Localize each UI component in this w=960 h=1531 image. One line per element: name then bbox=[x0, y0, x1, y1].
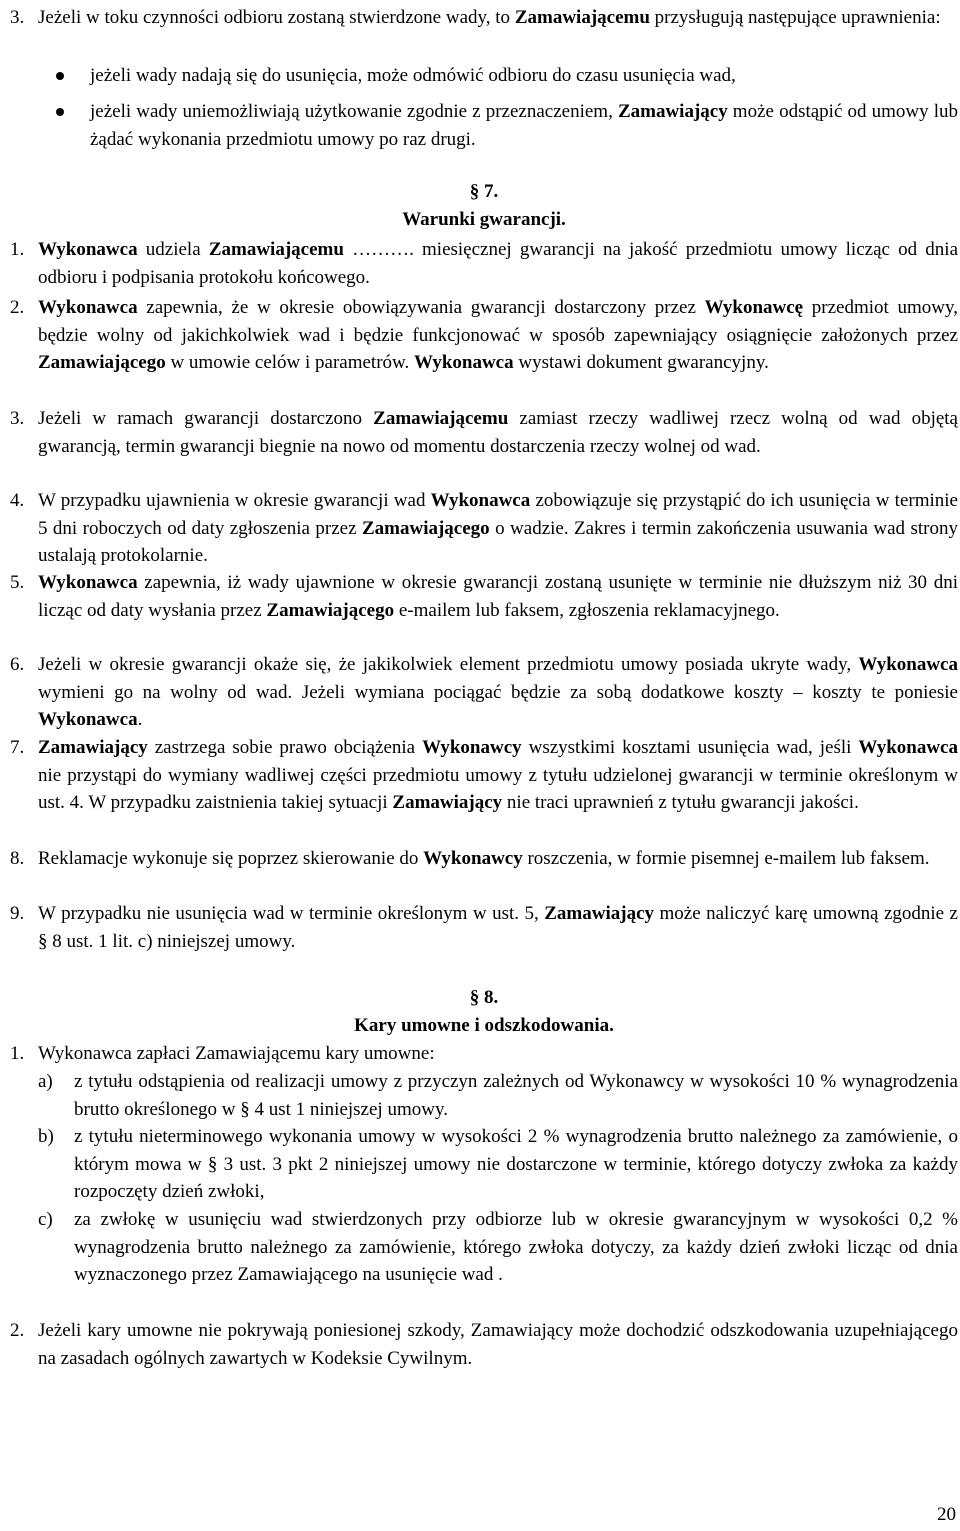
item-number: 2. bbox=[10, 297, 25, 318]
text-run: jeżeli wady nadają się do usunięcia, może odmówić odbioru do czasu usunięcia wad, bbox=[90, 65, 736, 86]
text-run: roszczenia, w formie pisemnej e-mailem lub faksem. bbox=[522, 848, 930, 869]
text-run: wystawi dokument gwarancyjny. bbox=[513, 352, 769, 374]
bold-term: Zamawiający bbox=[392, 792, 503, 814]
item-number: 3. bbox=[10, 408, 25, 429]
item-text bbox=[38, 734, 958, 817]
bold-term: Wykonawcę bbox=[704, 297, 804, 318]
text-run: wszystkimi kosztami usunięcia wad, jeśli bbox=[521, 737, 859, 758]
bold-term: Zamawiającemu bbox=[373, 408, 509, 429]
text-run: Jeżeli w ramach gwarancji dostarczono bbox=[38, 408, 374, 429]
bold-term: Wykonawca bbox=[38, 572, 138, 593]
text-run: nie przystąpi do wymiany wadliwej części przedmiotu umowy z tytułu udzielonej gwarancji w terminie określonym w ust. 4. W przypadku zaistnienia takiej sytuacji bbox=[38, 764, 958, 814]
bold-term: Zamawiającego bbox=[361, 517, 490, 539]
item-number: 6. bbox=[10, 654, 25, 675]
text-run: Jeżeli w okresie gwarancji okaże się, że jakikolwiek element przedmiotu umowy posiada ukryte wady, bbox=[38, 654, 859, 675]
text-run: zamiast rzeczy wadliwej rzecz wolną od wad objętą gwarancją, termin gwarancji biegnie na nowo od momentu dostarczenia rzeczy wolnej od wad. bbox=[38, 408, 958, 457]
bullet-dot-icon bbox=[56, 72, 64, 80]
subitem-letter: b) bbox=[38, 1126, 54, 1147]
bold-term: Zamawiającego bbox=[38, 352, 166, 374]
bold-term: Zamawiający bbox=[38, 737, 148, 758]
item-number: 8. bbox=[10, 848, 25, 869]
bold-term: Wykonawca bbox=[858, 737, 958, 758]
text-run: przedmiot umowy, będzie wolny od jakichkolwiek wad i będzie funkcjonować w sposób zapewniający osiągnięcie założonych przez bbox=[38, 297, 959, 346]
text-run: ………. miesięcznej gwarancji na jakość przedmiotu umowy licząc od dnia odbioru i podpisania protokołu końcowego. bbox=[38, 239, 958, 288]
text-run: Jeżeli w toku czynności odbioru zostaną stwierdzone wady, to bbox=[38, 7, 515, 28]
text-run: może odstąpić od umowy lub żądać wykonania przedmiotu umowy po raz drugi. bbox=[90, 101, 958, 150]
section-8-number: § 8. bbox=[469, 987, 499, 1008]
bold-term: Wykonawca bbox=[858, 654, 958, 675]
item-text bbox=[38, 569, 958, 624]
text-run: jeżeli wady uniemożliwiają użytkowanie zgodnie z przeznaczeniem, bbox=[90, 101, 618, 122]
bold-term: Wykonawca bbox=[430, 490, 531, 511]
bold-term: Wykonawca bbox=[38, 239, 138, 260]
text-run: udziela bbox=[137, 239, 209, 260]
item-number: 2. bbox=[10, 1320, 25, 1341]
text-run: o wadzie. Zakres i termin zakończenia usuwania wad strony ustalają protokolarnie. bbox=[38, 517, 958, 567]
item-text bbox=[38, 405, 958, 460]
bold-term: Wykonawca bbox=[414, 352, 514, 374]
item-text bbox=[38, 487, 958, 570]
item-text: Jeżeli kary umowne nie pokrywają poniesionej szkody, Zamawiający może dochodzić odszkodowania uzupełniającego na zasadach ogólnych zawartych w Kodeksie Cywilnym. bbox=[38, 1320, 958, 1369]
page-number: 20 bbox=[937, 1504, 956, 1526]
subitem-text: z tytułu nieterminowego wykonania umowy w wysokości 2 % wynagrodzenia brutto należnego za zamówienie, o którym mowa w § 3 ust. 3 pkt 2 niniejszej umowy nie dostarczone w terminie, którego dotyczy zwłoka za każdy rozpoczęty dzień zwłoki, bbox=[74, 1126, 958, 1203]
item-text: Wykonawca zapłaci Zamawiającemu kary umowne: bbox=[38, 1043, 435, 1064]
text-run: W przypadku ujawnienia w okresie gwarancji wad bbox=[38, 490, 431, 511]
item-text bbox=[38, 4, 958, 32]
bold-term: Zamawiającemu bbox=[514, 7, 650, 28]
bold-term: Zamawiający bbox=[617, 101, 728, 122]
text-run: wymieni go na wolny od wad. Jeżeli wymiana pociągać będzie za sobą dodatkowe koszty – koszty te poniesie bbox=[38, 681, 958, 703]
subitem-text: z tytułu odstąpienia od realizacji umowy z przyczyn zależnych od Wykonawcy w wysokości 10 % wynagrodzenia brutto określonego w § 4 ust 1 niniejszej umowy. bbox=[74, 1071, 958, 1120]
item-number: 3. bbox=[10, 7, 25, 28]
item-text bbox=[38, 900, 958, 955]
bold-term: Wykonawcy bbox=[422, 737, 522, 758]
subitem-text: za zwłokę w usunięciu wad stwierdzonych przy odbiorze lub w okresie gwarancyjnym w wysokości 0,2 % wynagrodzenia brutto należnego za zamówienie, którego zwłoka dotyczy, za każdy dzień zwłoki licząc od dnia wyznaczonego przez Zamawiającego na usunięcie wad . bbox=[74, 1209, 958, 1286]
text-run: nie traci uprawnień z tytułu gwarancji jakości. bbox=[502, 792, 859, 814]
section-7-number: § 7. bbox=[469, 181, 499, 202]
text-run: . bbox=[137, 709, 143, 731]
text-run: Reklamacje wykonuje się poprzez skierowanie do bbox=[38, 848, 424, 869]
bullet-text bbox=[90, 62, 958, 90]
subitem-letter: c) bbox=[38, 1209, 53, 1230]
item-number: 9. bbox=[10, 903, 25, 924]
section-7-title: Warunki gwarancji. bbox=[402, 209, 566, 230]
item-number: 5. bbox=[10, 572, 25, 593]
s6-item-3 bbox=[10, 4, 958, 60]
text-run: może naliczyć karę umowną zgodnie z § 8 ust. 1 lit. c) niniejszej umowy. bbox=[38, 903, 958, 952]
text-run: w umowie celów i parametrów. bbox=[165, 352, 415, 374]
text-run: e-mailem lub faksem, zgłoszenia reklamacyjnego. bbox=[394, 599, 780, 621]
bold-term: Zamawiający bbox=[544, 903, 655, 924]
item-text bbox=[38, 294, 958, 377]
text-run: zapewnia, iż wady ujawnione w okresie gwarancji zostaną usunięte w terminie nie dłuższym niż 30 dni licząc od daty wysłania przez bbox=[38, 572, 958, 621]
item-text bbox=[38, 236, 958, 291]
bold-term: Wykonawca bbox=[38, 297, 138, 318]
text-run: zastrzega sobie prawo obciążenia bbox=[147, 737, 423, 758]
bullet-dot-icon bbox=[56, 108, 64, 116]
bold-term: Zamawiającemu bbox=[208, 239, 344, 260]
bullet-text bbox=[90, 98, 958, 153]
text-run: zobowiązuje się przystąpić do ich usunięcia w terminie 5 dni roboczych od daty zgłoszenia przez bbox=[38, 490, 958, 539]
item-number: 7. bbox=[10, 737, 25, 758]
item-text bbox=[38, 845, 958, 873]
text-run: W przypadku nie usunięcia wad w terminie określonym w ust. 5, bbox=[38, 903, 545, 924]
subitem-letter: a) bbox=[38, 1071, 53, 1092]
item-number: 1. bbox=[10, 1043, 25, 1064]
bold-term: Zamawiającego bbox=[266, 599, 395, 621]
section-8-title: Kary umowne i odszkodowania. bbox=[354, 1015, 614, 1036]
item-number: 1. bbox=[10, 239, 25, 260]
bold-term: Wykonawca bbox=[38, 709, 138, 731]
text-run: zapewnia, że w okresie obowiązywania gwarancji dostarczony przez bbox=[137, 297, 705, 318]
bold-term: Wykonawcy bbox=[423, 848, 523, 869]
text-run: przysługują następujące uprawnienia: bbox=[649, 7, 941, 28]
item-text bbox=[38, 651, 958, 734]
item-number: 4. bbox=[10, 490, 25, 511]
